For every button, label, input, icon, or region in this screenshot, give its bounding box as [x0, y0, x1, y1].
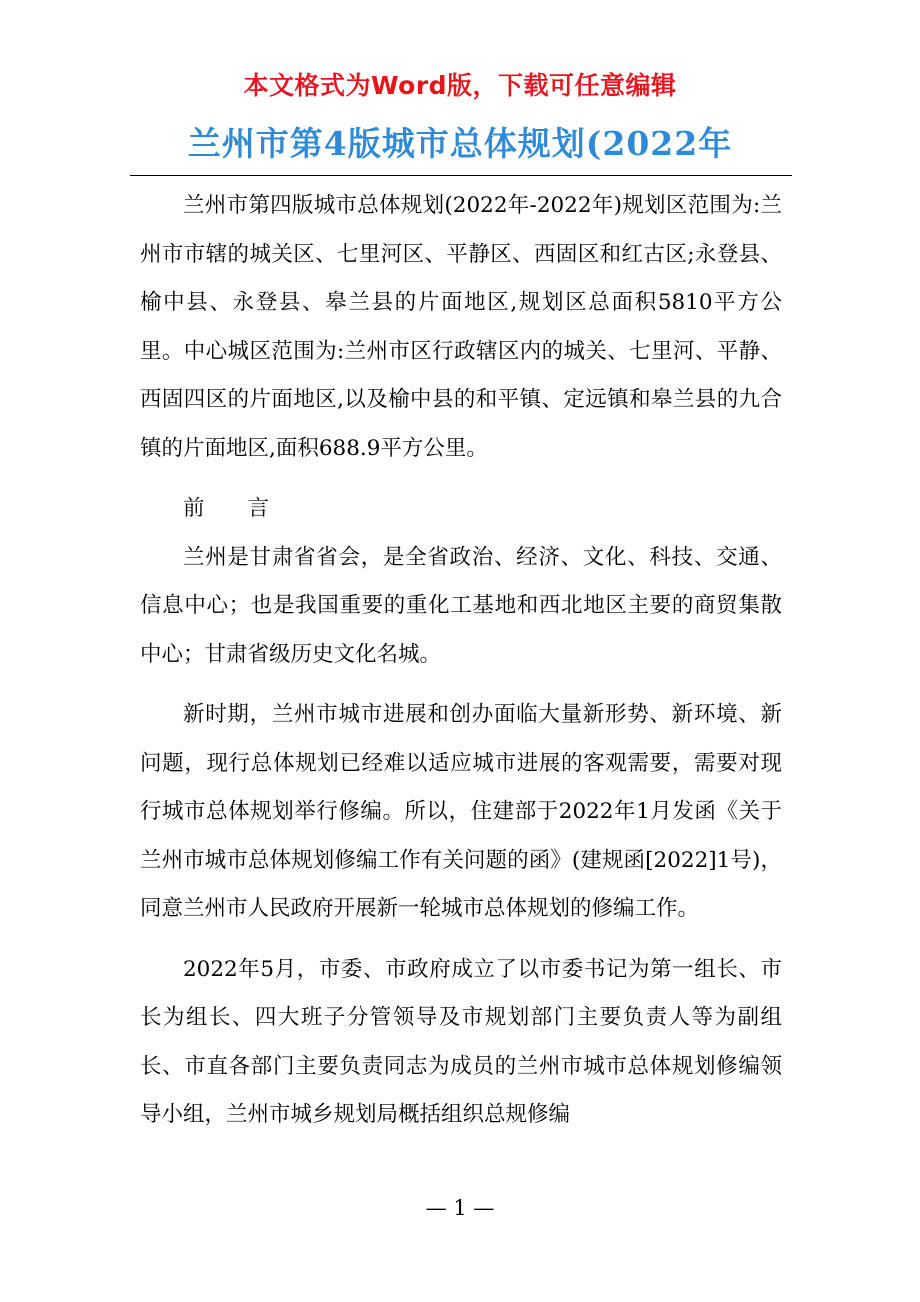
word-format-banner: 本文格式为Word版，下载可任意编辑: [243, 71, 677, 100]
section-heading-preface: [140, 485, 782, 534]
document-title: 兰州市第4版城市总体规划(2022年: [187, 124, 733, 163]
paragraph-new-period: 新时期，兰州市城市进展和创办面临大量新形势、新环境、新问题，现行总体规划已经难以适应城市进展的客观需要，需要对现行城市总体规划举行修编。所以，住建部于2022年1月发函《关于兰州市城市总体规划修编工作有关问题的函》(建规函[2022]1号)，同意兰州市人民政府开展新一轮城市总体规划的修编工作。: [140, 702, 782, 921]
heading-char-2: 言: [247, 496, 270, 521]
paragraph-lanzhou-intro: 兰州是甘肃省省会，是全省政治、经济、文化、科技、交通、信息中心；也是我国重要的重化工基地和西北地区主要的商贸集散中心；甘肃省级历史文化名城。: [140, 544, 782, 667]
heading-char-1: 前: [183, 496, 205, 521]
page-number: — 1 —: [425, 1196, 495, 1220]
paragraph-planning-area: 兰州市第四版城市总体规划(2022年-2022年)规划区范围为:兰州市市辖的城关区、七里河区、平静区、西固区和红古区;永登县、榆中县、永登县、皋兰县的片面地区,规划区总面积5810平方公里。中心城区范围为:兰州市区行政辖区内的城关、七里河、平静、西固四区的片面地区,以及榆中县的和平镇、定远镇和皋兰县的九合镇的片面地区,面积688.9平方公里。: [140, 193, 782, 461]
document-body: [140, 182, 782, 1140]
header-rule: [130, 175, 792, 176]
paragraph-leading-group: 2022年5月，市委、市政府成立了以市委书记为第一组长、市长为组长、四大班子分管领导及市规划部门主要负责人等为副组长、市直各部门主要负责同志为成员的兰州市城市总体规划修编领导小组，兰州市城乡规划局概括组织总规修编: [140, 956, 782, 1127]
